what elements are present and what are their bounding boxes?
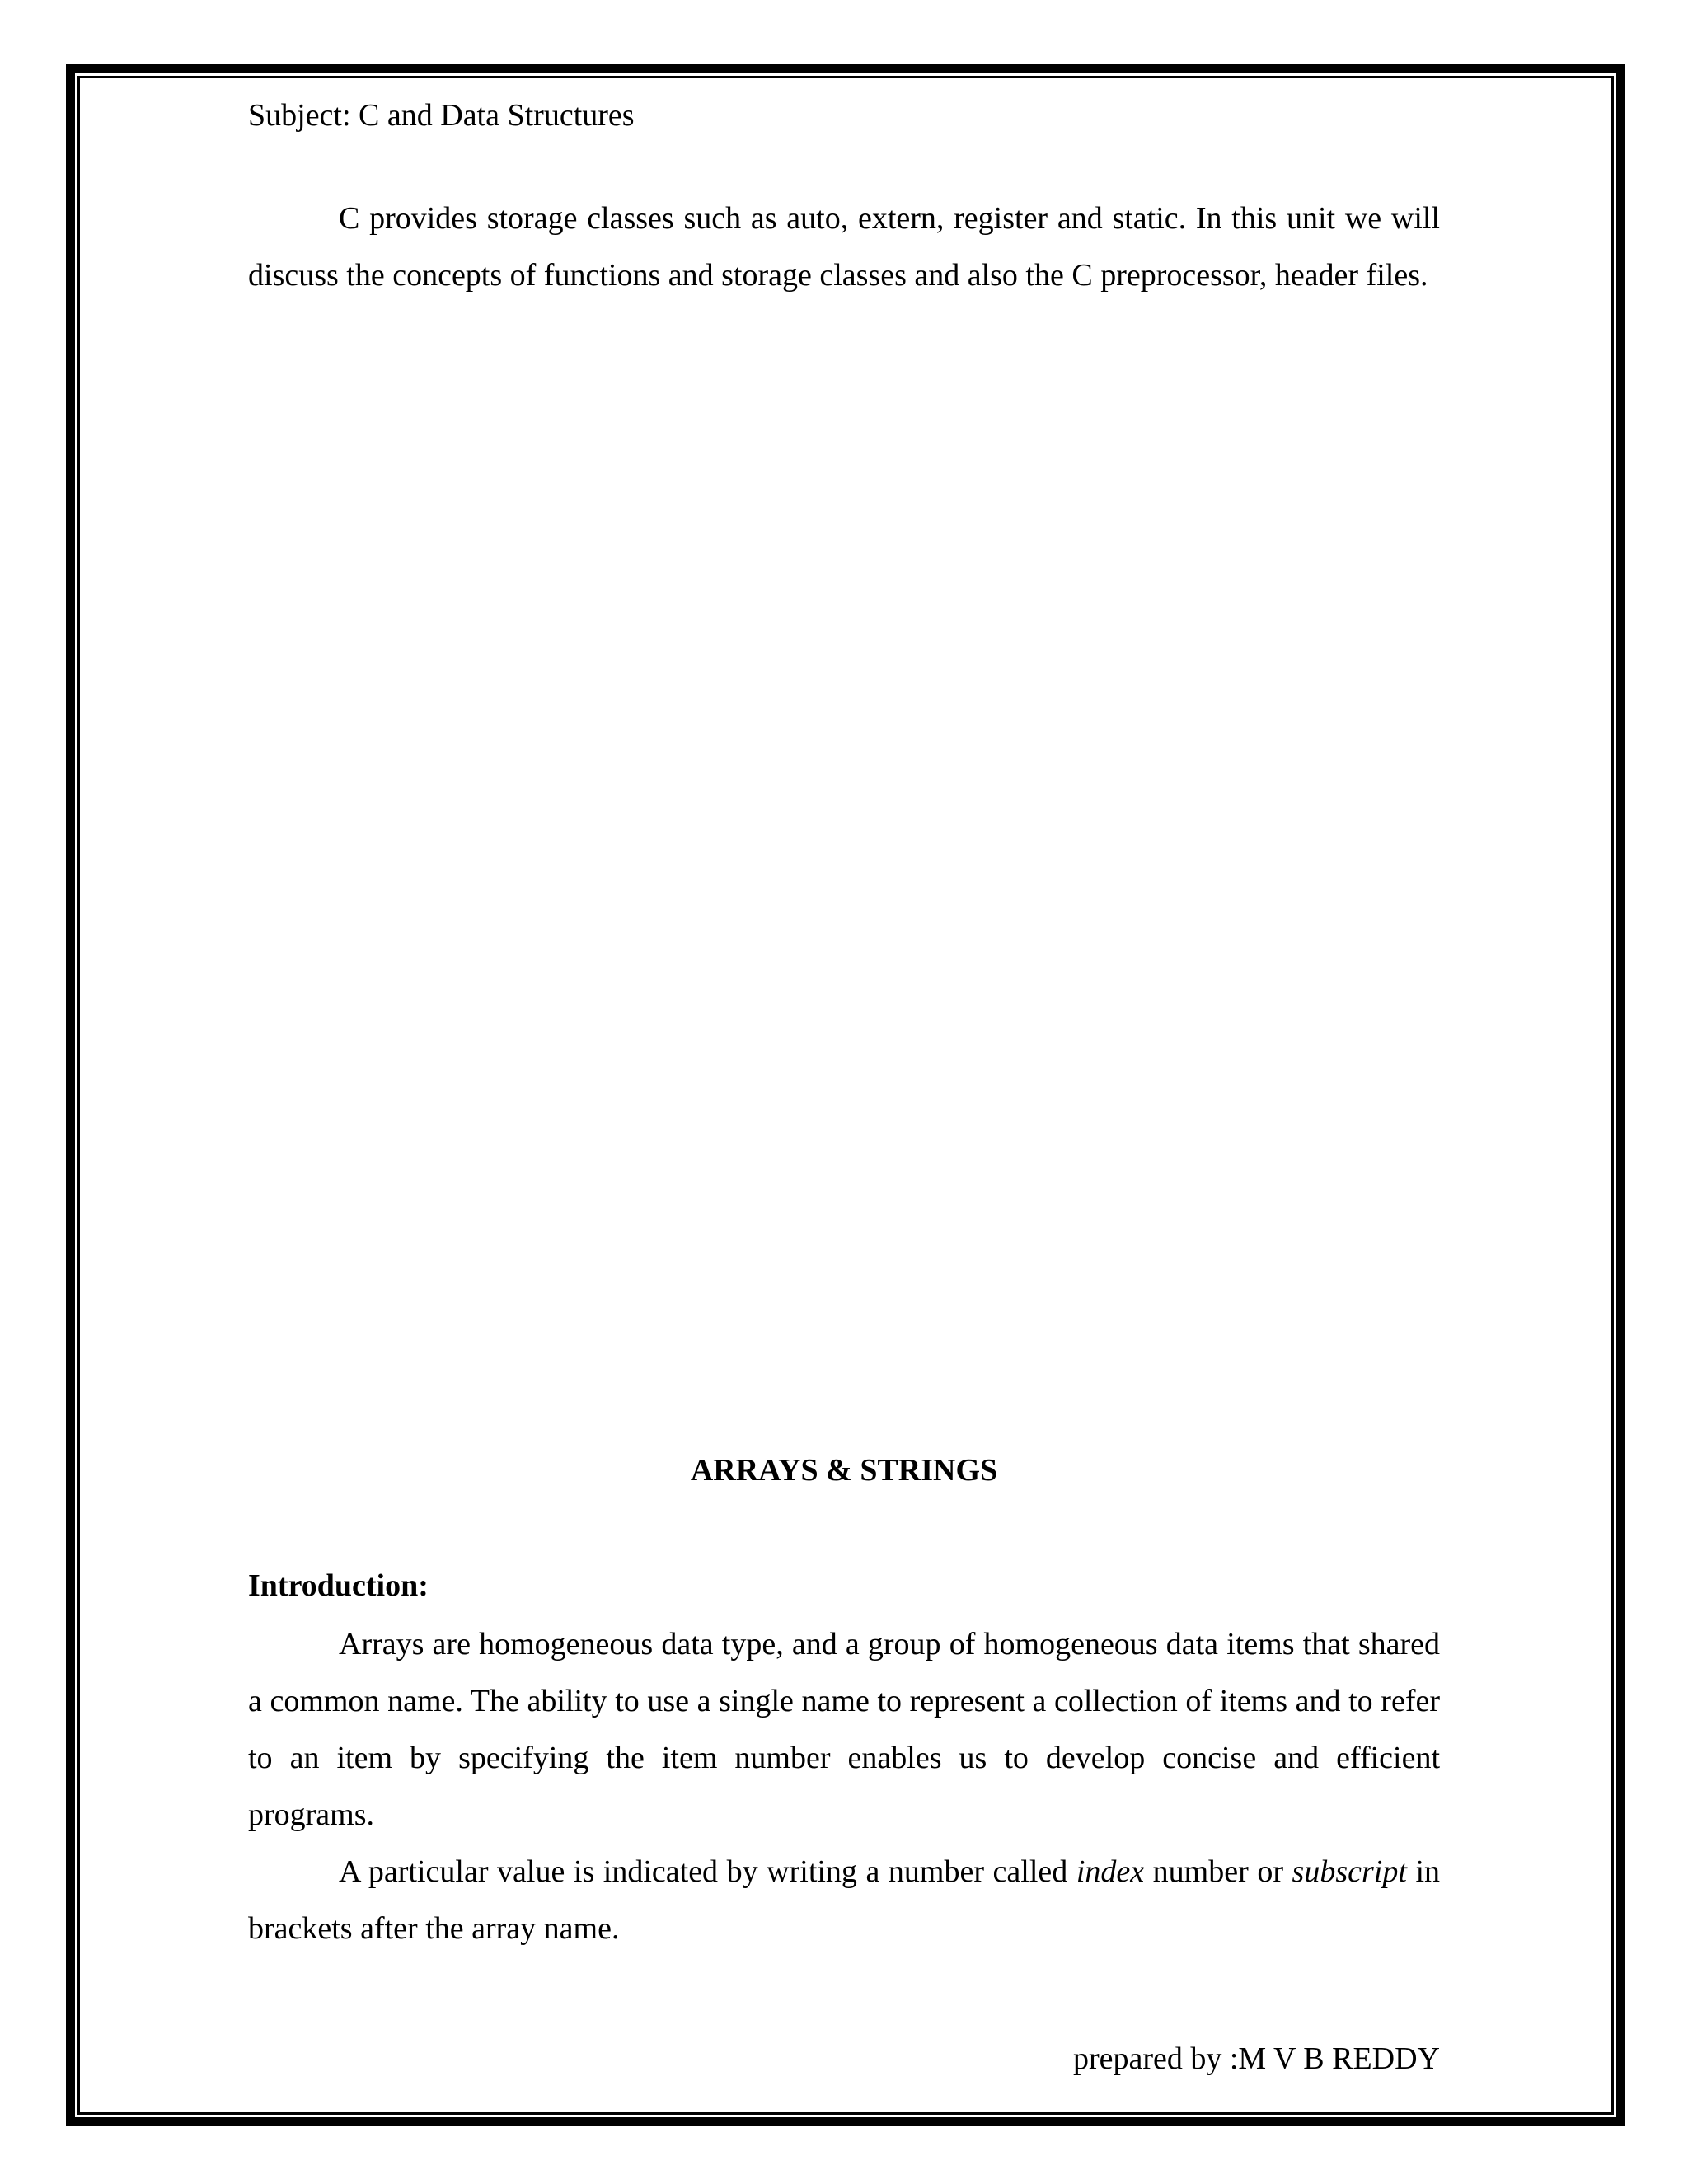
index-paragraph xyxy=(248,1844,1440,1957)
footer-prepared-by: prepared by :M V B REDDY xyxy=(1072,2041,1440,2076)
header-subject: Subject: C and Data Structures xyxy=(248,98,635,133)
section-title: ARRAYS & STRINGS xyxy=(690,1453,998,1488)
index-term: index xyxy=(1076,1854,1145,1889)
intro-paragraph: C provides storage classes such as auto, extern, register and static. In this unit we will discuss the concepts of functions and storage classes and also the C preprocessor, header files. xyxy=(248,201,1440,293)
index-paragraph-part1: A particular value is indicated by writing a number called xyxy=(339,1854,1076,1889)
arrays-paragraph: Arrays are homogeneous data type, and a group of homogeneous data items that shared a common name. The ability to use a single name to represent a collection of items and to refer to an item by specifying the item number enables us to develop concise and efficient programs. xyxy=(248,1627,1440,1832)
subsection-title: Introduction: xyxy=(248,1568,429,1603)
index-paragraph-part2: number or xyxy=(1144,1854,1292,1889)
index-paragraph-part3: in brackets after the array name. xyxy=(248,1854,1441,1946)
subscript-term: subscript xyxy=(1292,1854,1407,1889)
